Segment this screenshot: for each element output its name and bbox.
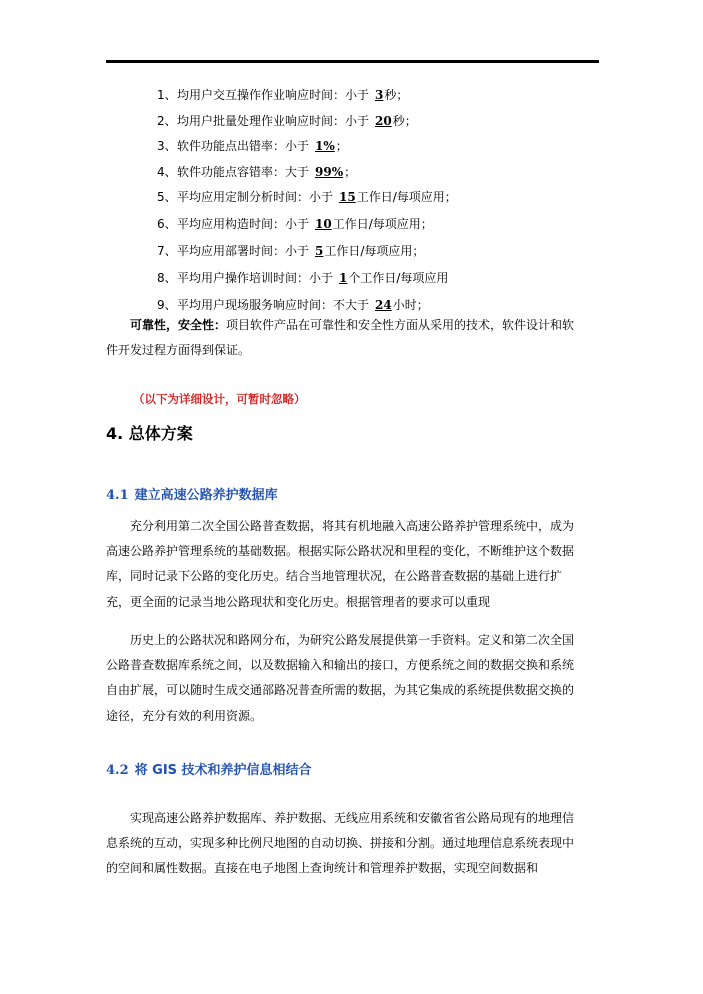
section-4-1-paragraph-2: 历史上的公路状况和路网分布，为研究公路发展提供第一手资料。定义和第二次全国公路普查数据库系统之间，以及数据输入和输出的接口，方便系统之间的数据交换和系统自由扩展，可以随时生成交通部路况普查所需的数据，为其它集成的系统提供数据交换的途径，充分有效的利用资源。 (106, 633, 575, 723)
item-suffix: 工作日/每项应用； (324, 244, 425, 259)
item-number: 6、 (157, 217, 177, 232)
item-number: 8、 (157, 271, 177, 286)
section-4-1-heading (106, 484, 278, 503)
item-suffix: ； (335, 139, 348, 154)
item-text: 均用户交互操作作业响应时间：小于 (177, 88, 370, 102)
item-suffix: 工作日/每项应用； (332, 217, 433, 232)
item-suffix: 秒； (384, 88, 409, 102)
reliability-label: 可靠性，安全性： (130, 318, 227, 332)
section-title: 将 GIS 技术和养护信息相结合 (134, 763, 312, 778)
item-number: 3、 (157, 139, 177, 154)
item-value: 24 (375, 298, 392, 313)
item-text: 平均用户现场服务响应时间：不大于 (177, 298, 370, 313)
note-text: （以下为详细设计，可暂时忽略） (133, 392, 306, 406)
item-text: 软件功能点容错率：大于 (177, 164, 310, 179)
item-text: 均用户批量处理作业响应时间：小于 (177, 113, 370, 128)
item-text: 平均应用定制分析时间：小于 (177, 190, 334, 205)
header-rule (106, 60, 599, 63)
performance-list (157, 86, 597, 323)
item-value: 3 (375, 88, 384, 102)
item-number: 4、 (157, 164, 177, 179)
item-value: 99% (315, 164, 344, 179)
list-item (157, 269, 597, 296)
item-value: 1 (339, 271, 348, 286)
item-number: 7、 (157, 244, 177, 259)
item-number: 5、 (157, 190, 177, 205)
list-item (157, 188, 597, 215)
item-suffix: 工作日/每项应用； (356, 190, 457, 205)
item-text: 平均应用构造时间：小于 (177, 217, 310, 232)
item-suffix: 秒； (392, 113, 417, 128)
list-item (157, 86, 597, 112)
item-value: 1% (315, 139, 335, 154)
section-4-2-heading (106, 759, 312, 778)
item-value: 20 (375, 113, 392, 128)
item-number: 9、 (157, 298, 177, 313)
section-4-2-paragraph-1: 实现高速公路养护数据库、养护数据、无线应用系统和安徽省省公路局现有的地理信息系统的互动，实现多种比例尺地图的自动切换、拼接和分割。通过地理信息系统表现中的空间和属性数据。直接在电子地图上查询统计和管理养护数据，实现空间数据和 (106, 811, 575, 876)
item-suffix: 个工作日/每项应用 (348, 271, 449, 286)
reliability-text: 项目软件产品在可靠性和安全性方面从采用的技术，软件设计和软件开发过程方面得到保证。 (106, 318, 575, 358)
reliability-paragraph (106, 313, 576, 363)
item-suffix: 小时； (392, 298, 429, 313)
section-number: 4.2 (106, 763, 129, 778)
section-number: 4.1 (106, 488, 129, 503)
section-4-1-paragraph-1: 充分利用第二次全国公路普查数据，将其有机地融入高速公路养护管理系统中，成为高速公路养护管理系统的基础数据。根据实际公路状况和里程的变化，不断维护这个数据库，同时记录下公路的变化历史。结合当地管理状况，在公路普查数据的基础上进行扩充，更全面的记录当地公路现状和变化历史。根据管理者的要求可以重现 (106, 519, 575, 609)
section-4-heading: 4. 总体方案 (106, 424, 193, 443)
item-value: 15 (339, 190, 356, 205)
list-item (157, 242, 597, 269)
section-title: 建立高速公路养护数据库 (134, 488, 278, 503)
item-number: 1、 (157, 88, 177, 102)
list-item (157, 163, 597, 189)
item-text: 平均应用部署时间：小于 (177, 244, 310, 259)
list-item (157, 137, 597, 163)
list-item (157, 112, 597, 138)
item-suffix: ； (344, 164, 357, 179)
item-text: 软件功能点出错率：小于 (177, 139, 310, 154)
item-number: 2、 (157, 113, 177, 128)
list-item (157, 215, 597, 242)
item-value: 10 (315, 217, 332, 232)
item-text: 平均用户操作培训时间：小于 (177, 271, 334, 286)
item-value: 5 (315, 244, 324, 259)
